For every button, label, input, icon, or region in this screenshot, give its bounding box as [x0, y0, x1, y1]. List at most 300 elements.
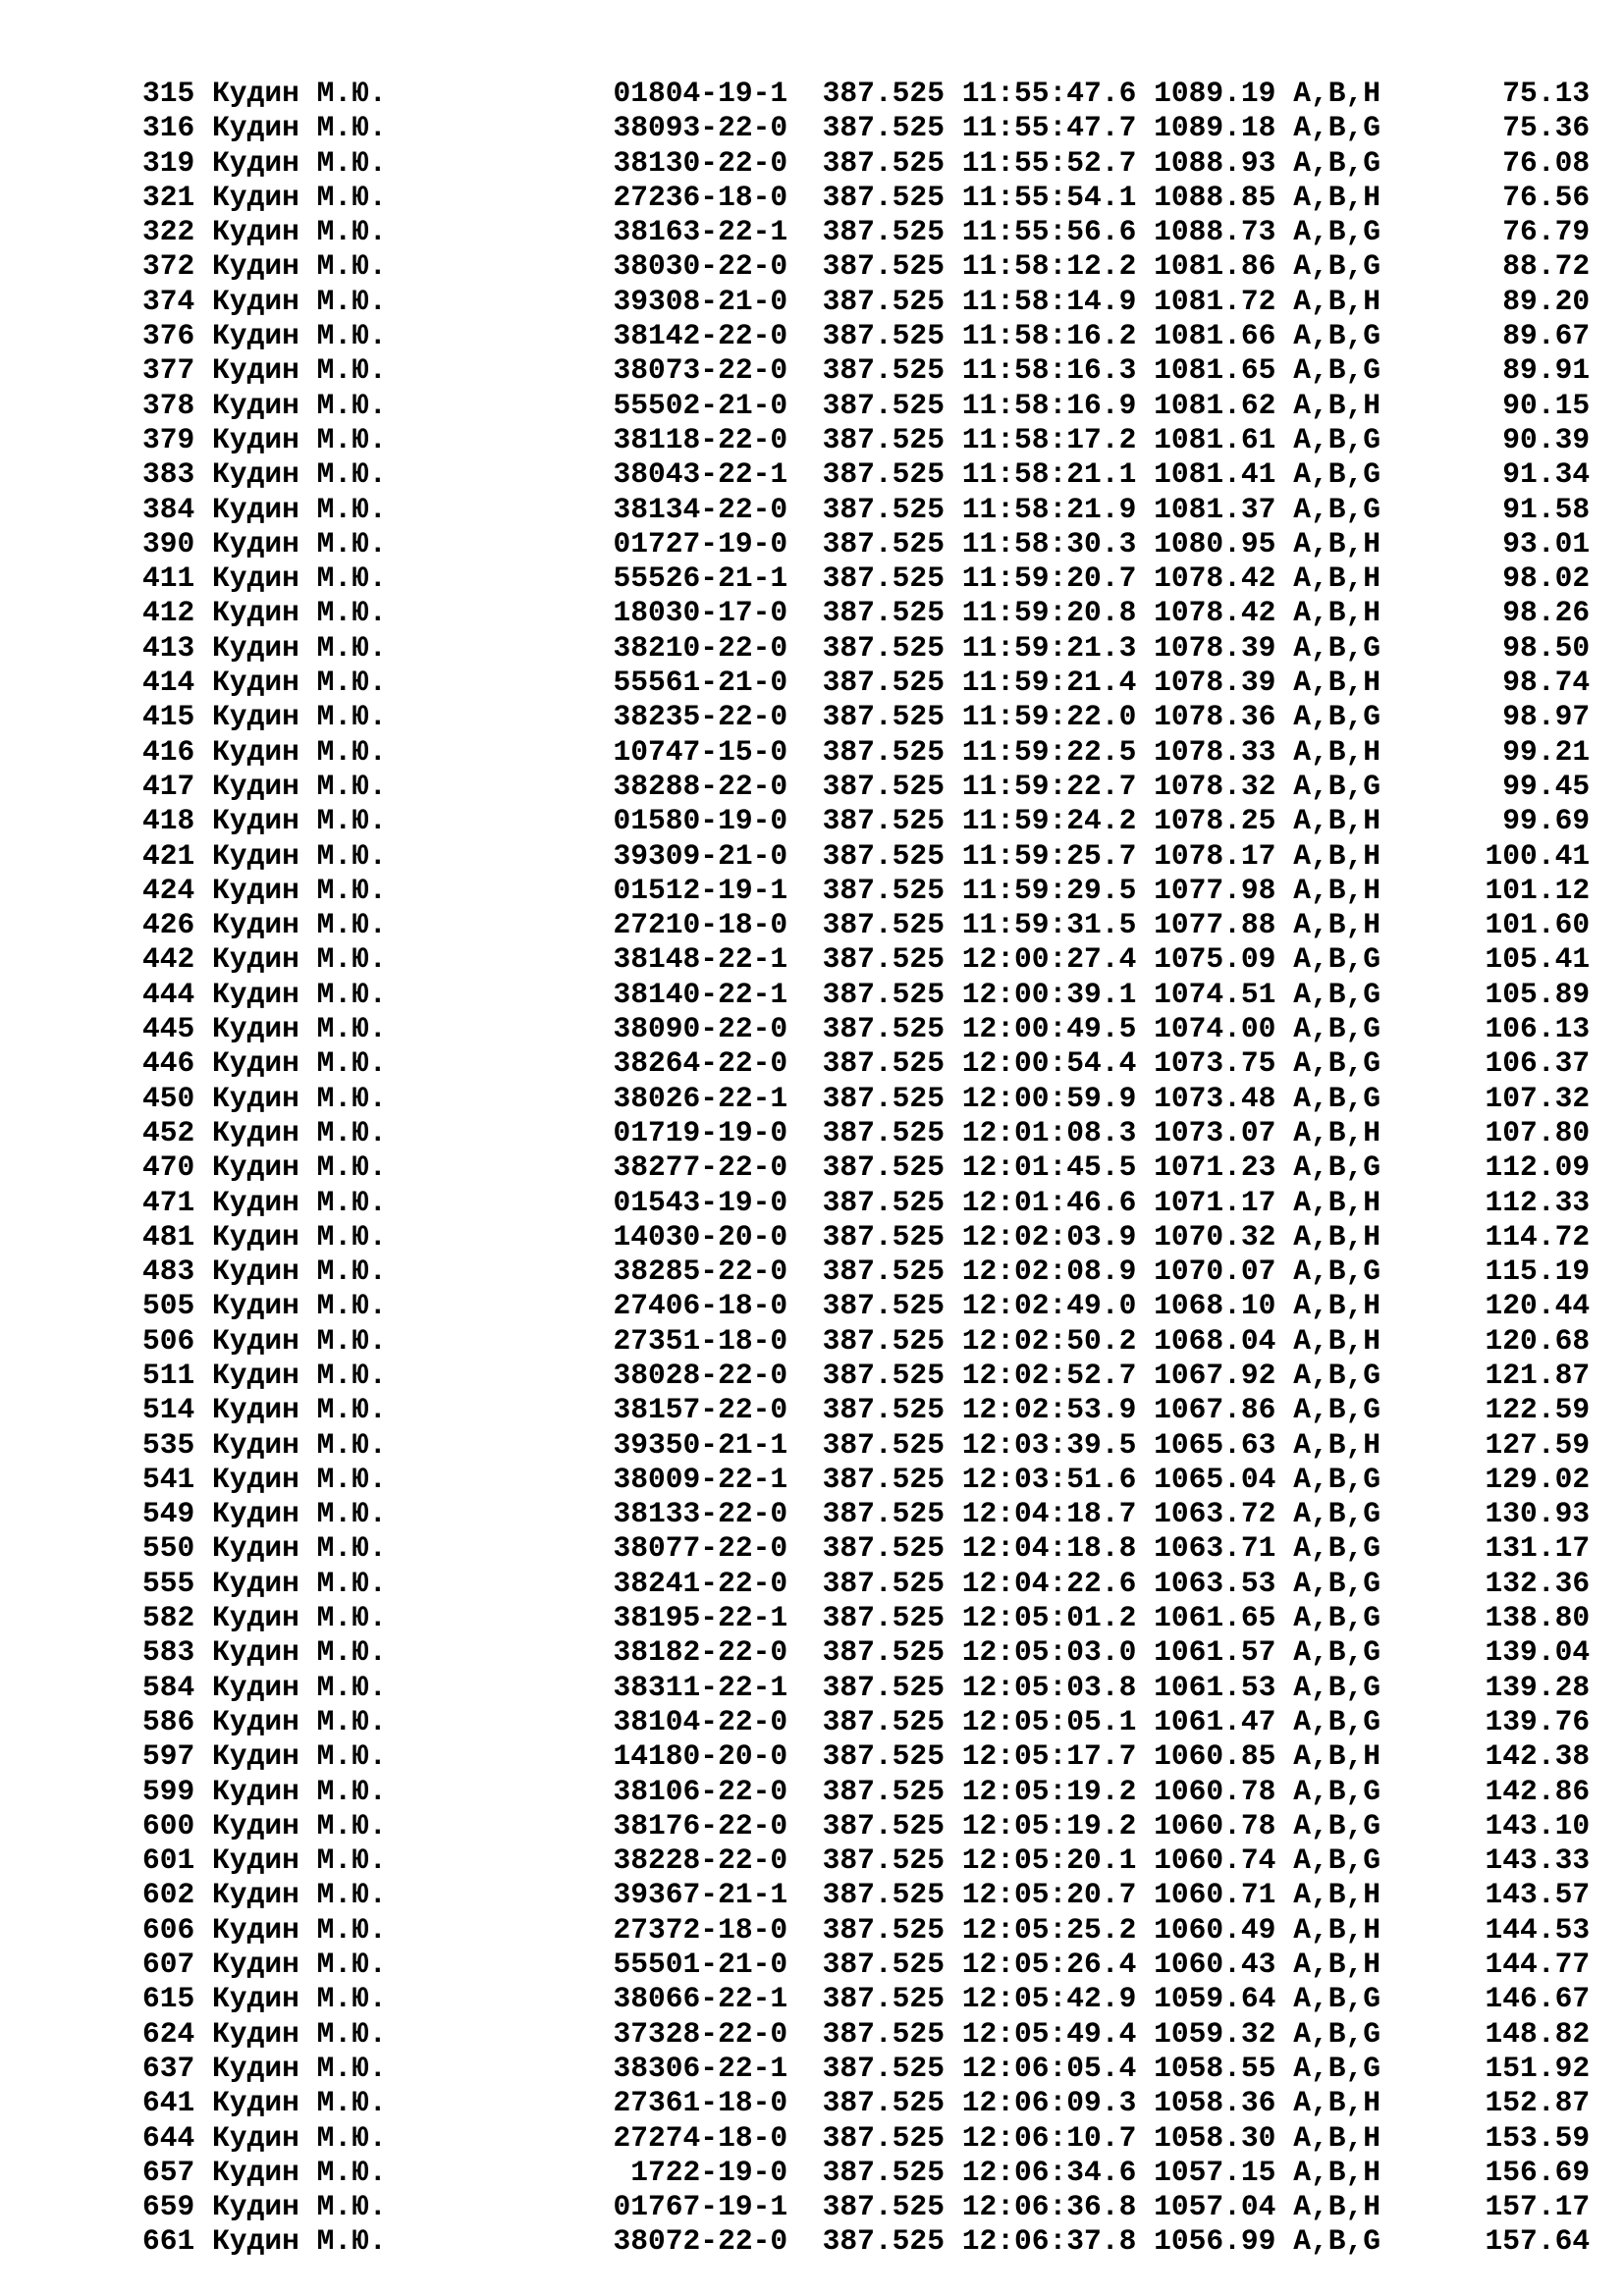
time-value: 11:59:25.7 [961, 838, 1137, 873]
table-row [142, 1393, 1590, 1427]
flags-value: A,B,G [1293, 1566, 1380, 1600]
record-id: 38066-22-1 [613, 1982, 788, 2016]
record-id: 37328-22-0 [613, 2016, 788, 2051]
score-value: 105.89 [1380, 977, 1591, 1011]
operator-name: Кудин М.Ю. [212, 2120, 614, 2155]
score-value: 132.36 [1380, 1566, 1591, 1600]
time-value: 12:05:05.1 [961, 1704, 1137, 1738]
frequency-value: 387.525 [822, 1219, 945, 1254]
time-value: 11:58:17.2 [961, 422, 1137, 456]
score-value: 101.12 [1380, 873, 1591, 907]
record-id: 27372-18-0 [613, 1912, 788, 1947]
table-row [142, 146, 1590, 181]
frequency-value: 387.525 [822, 249, 945, 284]
operator-name: Кудин М.Ю. [212, 873, 614, 907]
record-id: 38077-22-0 [613, 1531, 788, 1566]
row-number: 390 [142, 526, 195, 561]
operator-name: Кудин М.Ю. [212, 249, 614, 284]
record-id: 38288-22-0 [613, 769, 788, 803]
row-number: 586 [142, 1704, 195, 1738]
score-value: 156.69 [1380, 2155, 1591, 2189]
table-row [142, 2190, 1590, 2224]
frequency-value: 387.525 [822, 1427, 945, 1462]
measure-value: 1081.86 [1154, 249, 1276, 284]
flags-value: A,B,G [1293, 700, 1380, 734]
frequency-value: 387.525 [822, 77, 945, 110]
time-value: 11:59:22.7 [961, 769, 1137, 803]
measure-value: 1060.71 [1154, 1878, 1276, 1912]
table-row [142, 215, 1590, 249]
time-value: 11:59:21.3 [961, 630, 1137, 665]
measure-value: 1063.53 [1154, 1566, 1276, 1600]
frequency-value: 387.525 [822, 561, 945, 596]
frequency-value: 387.525 [822, 942, 945, 977]
measure-value: 1078.42 [1154, 596, 1276, 630]
record-id: 27406-18-0 [613, 1289, 788, 1323]
score-value: 89.91 [1380, 353, 1591, 388]
table-row [142, 2121, 1590, 2156]
frequency-value: 387.525 [822, 1635, 945, 1670]
table-row [142, 285, 1590, 319]
time-value: 11:55:47.6 [961, 77, 1137, 110]
table-row [142, 1671, 1590, 1705]
record-id: 38264-22-0 [613, 1046, 788, 1081]
score-value: 106.37 [1380, 1046, 1591, 1081]
operator-name: Кудин М.Ю. [212, 838, 614, 873]
row-number: 413 [142, 630, 195, 665]
operator-name: Кудин М.Ю. [212, 700, 614, 734]
time-value: 12:05:20.7 [961, 1878, 1137, 1912]
record-id: 38104-22-0 [613, 1704, 788, 1738]
measure-value: 1060.49 [1154, 1912, 1276, 1947]
time-value: 12:05:42.9 [961, 1982, 1137, 2016]
row-number: 602 [142, 1878, 195, 1912]
frequency-value: 387.525 [822, 180, 945, 214]
frequency-value: 387.525 [822, 838, 945, 873]
operator-name: Кудин М.Ю. [212, 1982, 614, 2016]
operator-name: Кудин М.Ю. [212, 2224, 614, 2259]
frequency-value: 387.525 [822, 1081, 945, 1115]
time-value: 11:59:21.4 [961, 666, 1137, 700]
time-value: 11:55:52.7 [961, 145, 1137, 180]
operator-name: Кудин М.Ю. [212, 630, 614, 665]
record-id: 38142-22-0 [613, 319, 788, 353]
operator-name: Кудин М.Ю. [212, 1948, 614, 1982]
row-number: 661 [142, 2224, 195, 2259]
operator-name: Кудин М.Ю. [212, 666, 614, 700]
frequency-value: 387.525 [822, 1115, 945, 1149]
measure-value: 1060.78 [1154, 1774, 1276, 1808]
operator-name: Кудин М.Ю. [212, 319, 614, 353]
operator-name: Кудин М.Ю. [212, 1289, 614, 1323]
table-row [142, 1878, 1590, 1912]
operator-name: Кудин М.Ю. [212, 2051, 614, 2085]
score-value: 139.28 [1380, 1670, 1591, 1704]
frequency-value: 387.525 [822, 111, 945, 145]
measure-value: 1081.61 [1154, 422, 1276, 456]
flags-value: A,B,G [1293, 1462, 1380, 1496]
time-value: 12:05:17.7 [961, 1739, 1137, 1774]
score-value: 99.69 [1380, 804, 1591, 838]
record-id: 55561-21-0 [613, 666, 788, 700]
record-id: 14030-20-0 [613, 1219, 788, 1254]
row-number: 442 [142, 942, 195, 977]
time-value: 11:58:30.3 [961, 526, 1137, 561]
operator-name: Кудин М.Ю. [212, 1601, 614, 1635]
flags-value: A,B,G [1293, 1255, 1380, 1289]
time-value: 11:59:22.0 [961, 700, 1137, 734]
operator-name: Кудин М.Ю. [212, 180, 614, 214]
time-value: 12:05:49.4 [961, 2016, 1137, 2051]
flags-value: A,B,H [1293, 561, 1380, 596]
frequency-value: 387.525 [822, 734, 945, 769]
flags-value: A,B,G [1293, 145, 1380, 180]
flags-value: A,B,G [1293, 215, 1380, 249]
score-value: 142.86 [1380, 1774, 1591, 1808]
time-value: 11:58:16.2 [961, 319, 1137, 353]
score-value: 75.36 [1380, 111, 1591, 145]
table-row [142, 319, 1590, 353]
record-id: 27210-18-0 [613, 908, 788, 942]
row-number: 379 [142, 422, 195, 456]
record-id: 38306-22-1 [613, 2051, 788, 2085]
measure-value: 1060.43 [1154, 1948, 1276, 1982]
operator-name: Кудин М.Ю. [212, 1323, 614, 1358]
measure-value: 1073.07 [1154, 1115, 1276, 1149]
flags-value: A,B,H [1293, 1185, 1380, 1219]
frequency-value: 387.525 [822, 2016, 945, 2051]
operator-name: Кудин М.Ю. [212, 2016, 614, 2051]
measure-value: 1058.55 [1154, 2051, 1276, 2085]
time-value: 12:02:52.7 [961, 1358, 1137, 1392]
time-value: 12:00:59.9 [961, 1081, 1137, 1115]
table-row [142, 735, 1590, 770]
time-value: 12:01:45.5 [961, 1150, 1137, 1185]
frequency-value: 387.525 [822, 1982, 945, 2016]
time-value: 12:06:09.3 [961, 2086, 1137, 2120]
time-value: 12:02:08.9 [961, 1255, 1137, 1289]
measure-value: 1065.04 [1154, 1462, 1276, 1496]
row-number: 316 [142, 111, 195, 145]
flags-value: A,B,G [1293, 2224, 1380, 2259]
record-id: 38228-22-0 [613, 1843, 788, 1878]
row-number: 506 [142, 1323, 195, 1358]
operator-name: Кудин М.Ю. [212, 1012, 614, 1046]
record-id: 01580-19-0 [613, 804, 788, 838]
flags-value: A,B,G [1293, 319, 1380, 353]
flags-value: A,B,H [1293, 838, 1380, 873]
flags-value: A,B,H [1293, 1219, 1380, 1254]
record-id: 01767-19-1 [613, 2190, 788, 2224]
table-row [142, 423, 1590, 457]
flags-value: A,B,H [1293, 908, 1380, 942]
measure-value: 1068.04 [1154, 1323, 1276, 1358]
operator-name: Кудин М.Ю. [212, 1081, 614, 1115]
flags-value: A,B,G [1293, 1150, 1380, 1185]
operator-name: Кудин М.Ю. [212, 388, 614, 422]
operator-name: Кудин М.Ю. [212, 1393, 614, 1427]
flags-value: A,B,G [1293, 1843, 1380, 1878]
measure-value: 1070.07 [1154, 1255, 1276, 1289]
measure-value: 1073.75 [1154, 1046, 1276, 1081]
table-row [142, 1601, 1590, 1635]
record-id: 38241-22-0 [613, 1566, 788, 1600]
score-value: 138.80 [1380, 1601, 1591, 1635]
operator-name: Кудин М.Ю. [212, 804, 614, 838]
score-value: 91.34 [1380, 457, 1591, 492]
frequency-value: 387.525 [822, 1878, 945, 1912]
measure-value: 1077.98 [1154, 873, 1276, 907]
flags-value: A,B,H [1293, 734, 1380, 769]
score-value: 98.97 [1380, 700, 1591, 734]
measure-value: 1067.86 [1154, 1393, 1276, 1427]
measure-value: 1081.72 [1154, 284, 1276, 318]
table-row [142, 1324, 1590, 1359]
flags-value: A,B,G [1293, 249, 1380, 284]
row-number: 450 [142, 1081, 195, 1115]
row-number: 549 [142, 1497, 195, 1531]
frequency-value: 387.525 [822, 1601, 945, 1635]
flags-value: A,B,G [1293, 1982, 1380, 2016]
score-value: 120.44 [1380, 1289, 1591, 1323]
table-row [142, 353, 1590, 388]
flags-value: A,B,H [1293, 526, 1380, 561]
frequency-value: 387.525 [822, 596, 945, 630]
table-row [142, 2224, 1590, 2259]
flags-value: A,B,G [1293, 1497, 1380, 1531]
row-number: 606 [142, 1912, 195, 1947]
flags-value: A,B,G [1293, 457, 1380, 492]
frequency-value: 387.525 [822, 1358, 945, 1392]
measure-value: 1078.39 [1154, 666, 1276, 700]
frequency-value: 387.525 [822, 1912, 945, 1947]
time-value: 12:01:08.3 [961, 1115, 1137, 1149]
score-value: 157.64 [1380, 2224, 1591, 2259]
table-row [142, 1705, 1590, 1739]
record-id: 01543-19-0 [613, 1185, 788, 1219]
operator-name: Кудин М.Ю. [212, 1704, 614, 1738]
measure-value: 1078.33 [1154, 734, 1276, 769]
flags-value: A,B,G [1293, 1601, 1380, 1635]
measure-value: 1059.64 [1154, 1982, 1276, 2016]
time-value: 11:59:24.2 [961, 804, 1137, 838]
time-value: 12:00:49.5 [961, 1012, 1137, 1046]
score-value: 99.45 [1380, 769, 1591, 803]
record-id: 38176-22-0 [613, 1808, 788, 1842]
table-row [142, 1982, 1590, 2016]
frequency-value: 387.525 [822, 215, 945, 249]
measure-value: 1061.47 [1154, 1704, 1276, 1738]
row-number: 601 [142, 1843, 195, 1878]
operator-name: Кудин М.Ю. [212, 2086, 614, 2120]
operator-name: Кудин М.Ю. [212, 1115, 614, 1149]
frequency-value: 387.525 [822, 1255, 945, 1289]
flags-value: A,B,H [1293, 1739, 1380, 1774]
operator-name: Кудин М.Ю. [212, 77, 614, 110]
score-value: 99.21 [1380, 734, 1591, 769]
flags-value: A,B,G [1293, 353, 1380, 388]
measure-value: 1081.41 [1154, 457, 1276, 492]
time-value: 11:58:16.9 [961, 388, 1137, 422]
score-value: 157.17 [1380, 2190, 1591, 2224]
score-value: 112.09 [1380, 1150, 1591, 1185]
flags-value: A,B,G [1293, 942, 1380, 977]
measure-value: 1060.74 [1154, 1843, 1276, 1878]
frequency-value: 387.525 [822, 145, 945, 180]
record-id: 14180-20-0 [613, 1739, 788, 1774]
flags-value: A,B,G [1293, 1393, 1380, 1427]
score-value: 89.20 [1380, 284, 1591, 318]
flags-value: A,B,H [1293, 2155, 1380, 2189]
row-number: 584 [142, 1670, 195, 1704]
time-value: 11:58:21.9 [961, 492, 1137, 526]
record-id: 38093-22-0 [613, 111, 788, 145]
score-value: 153.59 [1380, 2120, 1591, 2155]
table-row [142, 1948, 1590, 1982]
time-value: 11:55:47.7 [961, 111, 1137, 145]
record-id: 18030-17-0 [613, 596, 788, 630]
table-row [142, 389, 1590, 423]
time-value: 12:05:03.0 [961, 1635, 1137, 1670]
time-value: 12:06:10.7 [961, 2120, 1137, 2155]
row-number: 446 [142, 1046, 195, 1081]
operator-name: Кудин М.Ю. [212, 2190, 614, 2224]
time-value: 12:04:22.6 [961, 1566, 1137, 1600]
flags-value: A,B,H [1293, 1289, 1380, 1323]
row-number: 505 [142, 1289, 195, 1323]
score-value: 88.72 [1380, 249, 1591, 284]
table-row [142, 2052, 1590, 2086]
table-row [142, 1739, 1590, 1774]
row-number: 637 [142, 2051, 195, 2085]
row-number: 426 [142, 908, 195, 942]
flags-value: A,B,G [1293, 1046, 1380, 1081]
frequency-value: 387.525 [822, 666, 945, 700]
operator-name: Кудин М.Ю. [212, 526, 614, 561]
time-value: 12:02:03.9 [961, 1219, 1137, 1254]
score-value: 130.93 [1380, 1497, 1591, 1531]
flags-value: A,B,G [1293, 630, 1380, 665]
frequency-value: 387.525 [822, 700, 945, 734]
time-value: 12:02:50.2 [961, 1323, 1137, 1358]
record-id: 38148-22-1 [613, 942, 788, 977]
score-value: 139.76 [1380, 1704, 1591, 1738]
time-value: 11:58:12.2 [961, 249, 1137, 284]
table-row [142, 942, 1590, 977]
measure-value: 1078.17 [1154, 838, 1276, 873]
measure-value: 1081.37 [1154, 492, 1276, 526]
measure-value: 1056.99 [1154, 2224, 1276, 2259]
record-id: 55501-21-0 [613, 1948, 788, 1982]
score-value: 90.15 [1380, 388, 1591, 422]
record-id: 27236-18-0 [613, 180, 788, 214]
score-value: 143.57 [1380, 1878, 1591, 1912]
time-value: 12:05:19.2 [961, 1774, 1137, 1808]
row-number: 541 [142, 1462, 195, 1496]
frequency-value: 387.525 [822, 1497, 945, 1531]
row-number: 535 [142, 1427, 195, 1462]
operator-name: Кудин М.Ю. [212, 353, 614, 388]
record-id: 38118-22-0 [613, 422, 788, 456]
flags-value: A,B,H [1293, 873, 1380, 907]
record-id: 38134-22-0 [613, 492, 788, 526]
measure-value: 1057.04 [1154, 2190, 1276, 2224]
table-row [142, 1567, 1590, 1601]
row-number: 417 [142, 769, 195, 803]
table-row [142, 1635, 1590, 1670]
record-id: 55502-21-0 [613, 388, 788, 422]
frequency-value: 387.525 [822, 1289, 945, 1323]
row-number: 624 [142, 2016, 195, 2051]
table-row [142, 770, 1590, 804]
flags-value: A,B,G [1293, 1670, 1380, 1704]
measure-value: 1061.53 [1154, 1670, 1276, 1704]
measure-value: 1081.62 [1154, 388, 1276, 422]
frequency-value: 387.525 [822, 2051, 945, 2085]
frequency-value: 387.525 [822, 2224, 945, 2259]
table-row [142, 2086, 1590, 2120]
record-id: 38030-22-0 [613, 249, 788, 284]
row-number: 411 [142, 561, 195, 596]
measure-value: 1061.65 [1154, 1601, 1276, 1635]
row-number: 644 [142, 2120, 195, 2155]
frequency-value: 387.525 [822, 1948, 945, 1982]
time-value: 12:05:20.1 [961, 1843, 1137, 1878]
record-id: 39308-21-0 [613, 284, 788, 318]
record-id: 38043-22-1 [613, 457, 788, 492]
frequency-value: 387.525 [822, 1323, 945, 1358]
operator-name: Кудин М.Ю. [212, 215, 614, 249]
operator-name: Кудин М.Ю. [212, 977, 614, 1011]
frequency-value: 387.525 [822, 1531, 945, 1566]
time-value: 12:01:46.6 [961, 1185, 1137, 1219]
score-value: 115.19 [1380, 1255, 1591, 1289]
flags-value: A,B,H [1293, 1912, 1380, 1947]
measure-value: 1073.48 [1154, 1081, 1276, 1115]
time-value: 11:55:56.6 [961, 215, 1137, 249]
table-row [142, 631, 1590, 666]
table-row [142, 111, 1590, 145]
row-number: 376 [142, 319, 195, 353]
flags-value: A,B,G [1293, 1704, 1380, 1738]
score-value: 106.13 [1380, 1012, 1591, 1046]
frequency-value: 387.525 [822, 1566, 945, 1600]
flags-value: A,B,H [1293, 596, 1380, 630]
record-id: 27274-18-0 [613, 2120, 788, 2155]
operator-name: Кудин М.Ю. [212, 284, 614, 318]
row-number: 372 [142, 249, 195, 284]
record-id: 38210-22-0 [613, 630, 788, 665]
operator-name: Кудин М.Ю. [212, 561, 614, 596]
record-id: 55526-21-1 [613, 561, 788, 596]
time-value: 12:06:36.8 [961, 2190, 1137, 2224]
frequency-value: 387.525 [822, 804, 945, 838]
flags-value: A,B,G [1293, 492, 1380, 526]
row-number: 582 [142, 1601, 195, 1635]
row-number: 414 [142, 666, 195, 700]
time-value: 11:58:21.1 [961, 457, 1137, 492]
measure-value: 1078.32 [1154, 769, 1276, 803]
record-id: 38235-22-0 [613, 700, 788, 734]
flags-value: A,B,H [1293, 180, 1380, 214]
operator-name: Кудин М.Ю. [212, 1635, 614, 1670]
flags-value: A,B,G [1293, 1531, 1380, 1566]
flags-value: A,B,H [1293, 804, 1380, 838]
operator-name: Кудин М.Ю. [212, 1774, 614, 1808]
measure-value: 1063.71 [1154, 1531, 1276, 1566]
score-value: 114.72 [1380, 1219, 1591, 1254]
record-id: 38130-22-0 [613, 145, 788, 180]
